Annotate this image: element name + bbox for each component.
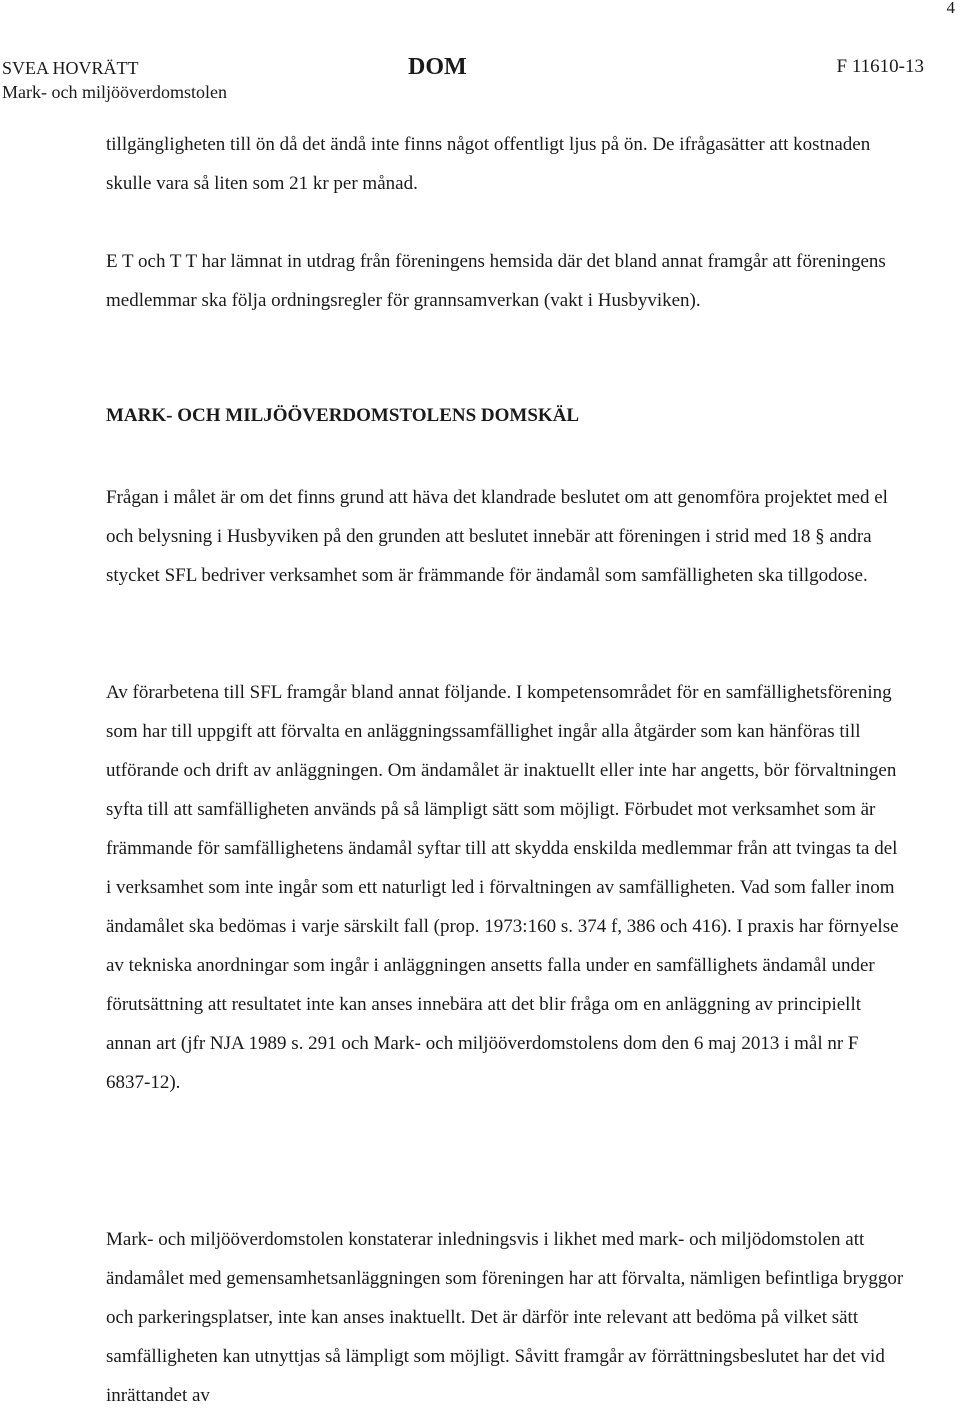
paragraph-text: E T och T T har lämnat in utdrag från föreningens hemsida där det bland annat framgår att föreningens medlemmar ska följa ordningsregler för grannsamverkan (vakt i Husbyviken). bbox=[106, 251, 886, 311]
division-name: Mark- och miljööverdomstolen bbox=[2, 82, 227, 102]
paragraph-5 bbox=[106, 1220, 906, 1415]
case-number: F 11610-13 bbox=[836, 56, 924, 77]
paragraph-3 bbox=[106, 478, 906, 595]
document-type: DOM bbox=[408, 54, 467, 80]
paragraph-text: tillgängligheten till ön då det ändå inte finns något offentligt ljus på ön. De ifrågasätter att kostnaden skulle vara så liten som 21 kr per månad. bbox=[106, 134, 871, 194]
page-number: 4 bbox=[946, 0, 955, 17]
section-heading: MARK- OCH MILJÖÖVERDOMSTOLENS DOMSKÄL bbox=[106, 405, 580, 426]
paragraph-text: Frågan i målet är om det finns grund att häva det klandrade beslutet om att genomföra projektet med el och belysning i Husbyviken på den grunden att beslutet innebär att föreningen i strid med 18 § andra stycket SFL bedriver verksamhet som är främmande för ändamål som samfälligheten ska tillgodose. bbox=[106, 487, 888, 586]
paragraph-4 bbox=[106, 673, 906, 1102]
header-court-block bbox=[2, 56, 227, 104]
court-name: SVEA HOVRÄTT bbox=[2, 58, 139, 78]
paragraph-2 bbox=[106, 242, 906, 320]
paragraph-text: Mark- och miljööverdomstolen konstaterar inledningsvis i likhet med mark- och miljödomstolen att ändamålet med gemensamhetsanläggningen som föreningen har att förvalta, nämligen befintliga bryggor och parkeringsplatser, inte kan anses inaktuellt. Det är därför inte relevant att bedöma på vilket sätt samfälligheten kan utnyttjas så lämpligt som möjligt. Såvitt framgår av förrättningsbeslutet har det vid inrättandet av bbox=[106, 1229, 904, 1406]
paragraph-1 bbox=[106, 125, 906, 203]
paragraph-text: Av förarbetena till SFL framgår bland annat följande. I kompetensområdet för en samfällighetsförening som har till uppgift att förvalta en anläggningssamfällighet ingår alla åtgärder som kan hänföras till utförande och drift av anläggningen. Om ändamålet är inaktuellt eller inte har angetts, bör förvaltningen syfta till att samfälligheten används på så lämpligt sätt som möjligt. Förbudet mot verksamhet som är främmande för samfällighetens ändamål syftar till att skydda enskilda medlemmar från att tvingas ta del i verksamhet som inte ingår som ett naturligt led i förvaltningen av samfälligheten. Vad som faller inom ändamålet ska bedömas i varje särskilt fall (prop. 1973:160 s. 374 f, 386 och 416). I praxis har förnyelse av tekniska anordningar som ingår i anläggningen ansetts falla under en samfällighets ändamål under förutsättning att resultatet inte kan anses innebära att det blir fråga om en anläggning av principiellt annan art (jfr NJA 1989 s. 291 och Mark- och miljööverdomstolens dom den 6 maj 2013 i mål nr F 6837-12). bbox=[106, 682, 899, 1093]
